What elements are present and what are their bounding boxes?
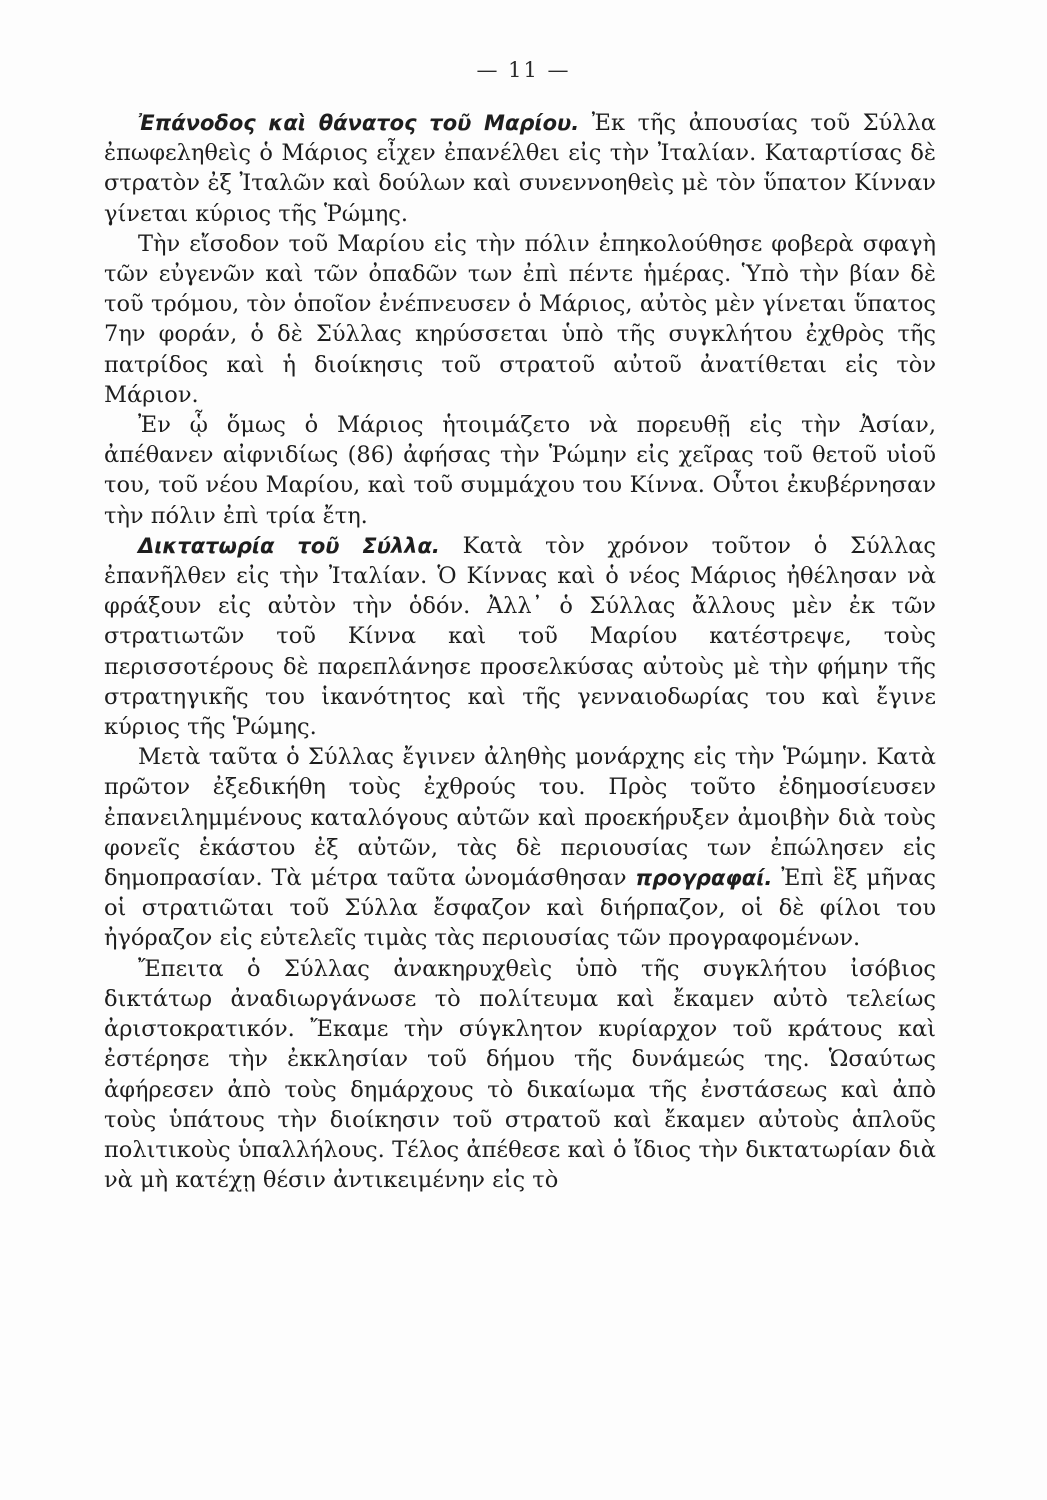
- paragraph-text: Ἐκ τῆς ἀπουσίας τοῦ Σύλλα ἐπωφεληθεὶς ὁ Μάριος εἶχεν ἐπανέλθει εἰς τὴν Ἰταλίαν. Καταρτίσας δὲ στρατὸν ἐξ Ἰταλῶν καὶ δούλων καὶ συνεννοηθεὶς μὲ τὸν ὕπατον Κίνναν γίνεται κύριος τῆς Ῥώμης.: [104, 110, 936, 227]
- paragraph-text: Ἐν ᾧ ὅμως ὁ Μάριος ἡτοιμάζετο νὰ πορευθῇ εἰς τὴν Ἀσίαν, ἀπέθανεν αἰφνιδίως (86) ἀφήσας τὴν Ῥώμην εἰς χεῖρας τοῦ θετοῦ υἱοῦ του, τοῦ νέου Μαρίου, καὶ τοῦ συμμάχου του Κίννα. Οὗτοι ἐκυβέρνησαν τὴν πόλιν ἐπὶ τρία ἔτη.: [104, 412, 936, 529]
- paragraph-text: Τὴν εἴσοδον τοῦ Μαρίου εἰς τὴν πόλιν ἐπηκολούθησε φοβερὰ σφαγὴ τῶν εὐγενῶν καὶ τῶν ὀπαδῶν των ἐπὶ πέντε ἡμέρας. Ὑπὸ τὴν βίαν δὲ τοῦ τρόμου, τὸν ὁποῖον ἐνέπνευσεν ὁ Μάριος, αὐτὸς μὲν γίνεται ὕπατος 7ην φοράν, ὁ δὲ Σύλλας κηρύσσεται ὑπὸ τῆς συγκλήτου ἐχθρὸς τῆς πατρίδος καὶ ἡ διοίκησις τοῦ στρατοῦ αὐτοῦ ἀνατίθεται εἰς τὸν Μάριον.: [104, 230, 936, 408]
- emphasized-term: προγραφαί.: [635, 866, 773, 891]
- paragraph-death-of-marius: [104, 410, 936, 531]
- page-number: — 11 —: [476, 58, 571, 82]
- paragraph-text: Κατὰ τὸν χρόνον τοῦτον ὁ Σύλλας ἐπανῆλθεν εἰς τὴν Ἰταλίαν. Ὁ Κίννας καὶ ὁ νέος Μάριος ἠθέλησαν νὰ φράξουν εἰς αὐτὸν τὴν ὁδόν. Ἀλλ᾽ ὁ Σύλλας ἄλλους μὲν ἐκ τῶν στρατιωτῶν τοῦ Κίννα καὶ τοῦ Μαρίου κατέστρεψε, τοὺς περισσοτέρους δὲ παρεπλάνησε προσελκύσας αὐτοὺς μὲ τὴν φήμην τῆς στρατηγικῆς του ἱκανότητος καὶ τῆς γενναιοδωρίας του καὶ ἔγινε κύριος τῆς Ῥώμης.: [104, 532, 936, 741]
- paragraph-text: Μετὰ ταῦτα ὁ Σύλλας ἔγινεν ἀληθὴς μονάρχης εἰς τὴν Ῥώμην. Κατὰ πρῶτον ἐξεδικήθη τοὺς ἐχθρούς του. Πρὸς τοῦτο ἐδημοσίευσεν ἐπανειλημμένους καταλόγους αὐτῶν καὶ προεκήρυξεν ἀμοιβὴν διὰ τοὺς φονεῖς ἑκάστου ἐξ αὐτῶν, τὰς δὲ περιουσίας των ἐπώλησεν εἰς δημοπρασίαν. Τὰ μέτρα ταῦτα ὠνομάσθησαν: [104, 744, 936, 892]
- section-heading-return-of-marius: Ἐπάνοδος καὶ θάνατος τοῦ Μαρίου.: [138, 111, 580, 135]
- paragraph-dictatorship-of-sulla: [104, 531, 936, 742]
- paragraph-text: Ἐπὶ ἓξ μῆνας οἱ στρατιῶται τοῦ Σύλλα ἔσφαζον καὶ διήρπαζον, οἱ δὲ φίλοι του ἠγόραζον εἰς εὐτελεῖς τιμὰς τὰς περιουσίας τῶν προγραφομένων.: [104, 865, 936, 952]
- paragraph-return-of-marius: [104, 108, 936, 229]
- paragraph-reforms: [104, 954, 936, 1196]
- paragraph-massacre: [104, 229, 936, 410]
- body-text: [104, 108, 936, 1195]
- paragraph-proscriptions: [104, 742, 936, 953]
- section-heading-dictatorship: Δικτατωρία τοῦ Σύλλα.: [138, 533, 440, 558]
- paragraph-text: Ἔπειτα ὁ Σύλλας ἀνακηρυχθεὶς ὑπὸ τῆς συγκλήτου ἰσόβιος δικτάτωρ ἀναδιωργάνωσε τὸ πολίτευμα καὶ ἔκαμεν αὐτὸ τελείως ἀριστοκρατικόν. Ἔκαμε τὴν σύγκλητον κυρίαρχον τοῦ κράτους καὶ ἐστέρησε τὴν ἐκκλησίαν τοῦ δήμου τῆς δυνάμεώς της. Ὡσαύτως ἀφήρεσεν ἀπὸ τοὺς δημάρχους τὸ δικαίωμα τῆς ἐνστάσεως καὶ ἀπὸ τοὺς ὑπάτους τὴν διοίκησιν τοῦ στρατοῦ καὶ ἔκαμεν αὐτοὺς ἁπλοῦς πολιτικοὺς ὑπαλλήλους. Τέλος ἀπέθεσε καὶ ὁ ἴδιος τὴν δικτατωρίαν διὰ νὰ μὴ κατέχῃ θέσιν ἀντικειμένην εἰς τὸ: [104, 955, 936, 1194]
